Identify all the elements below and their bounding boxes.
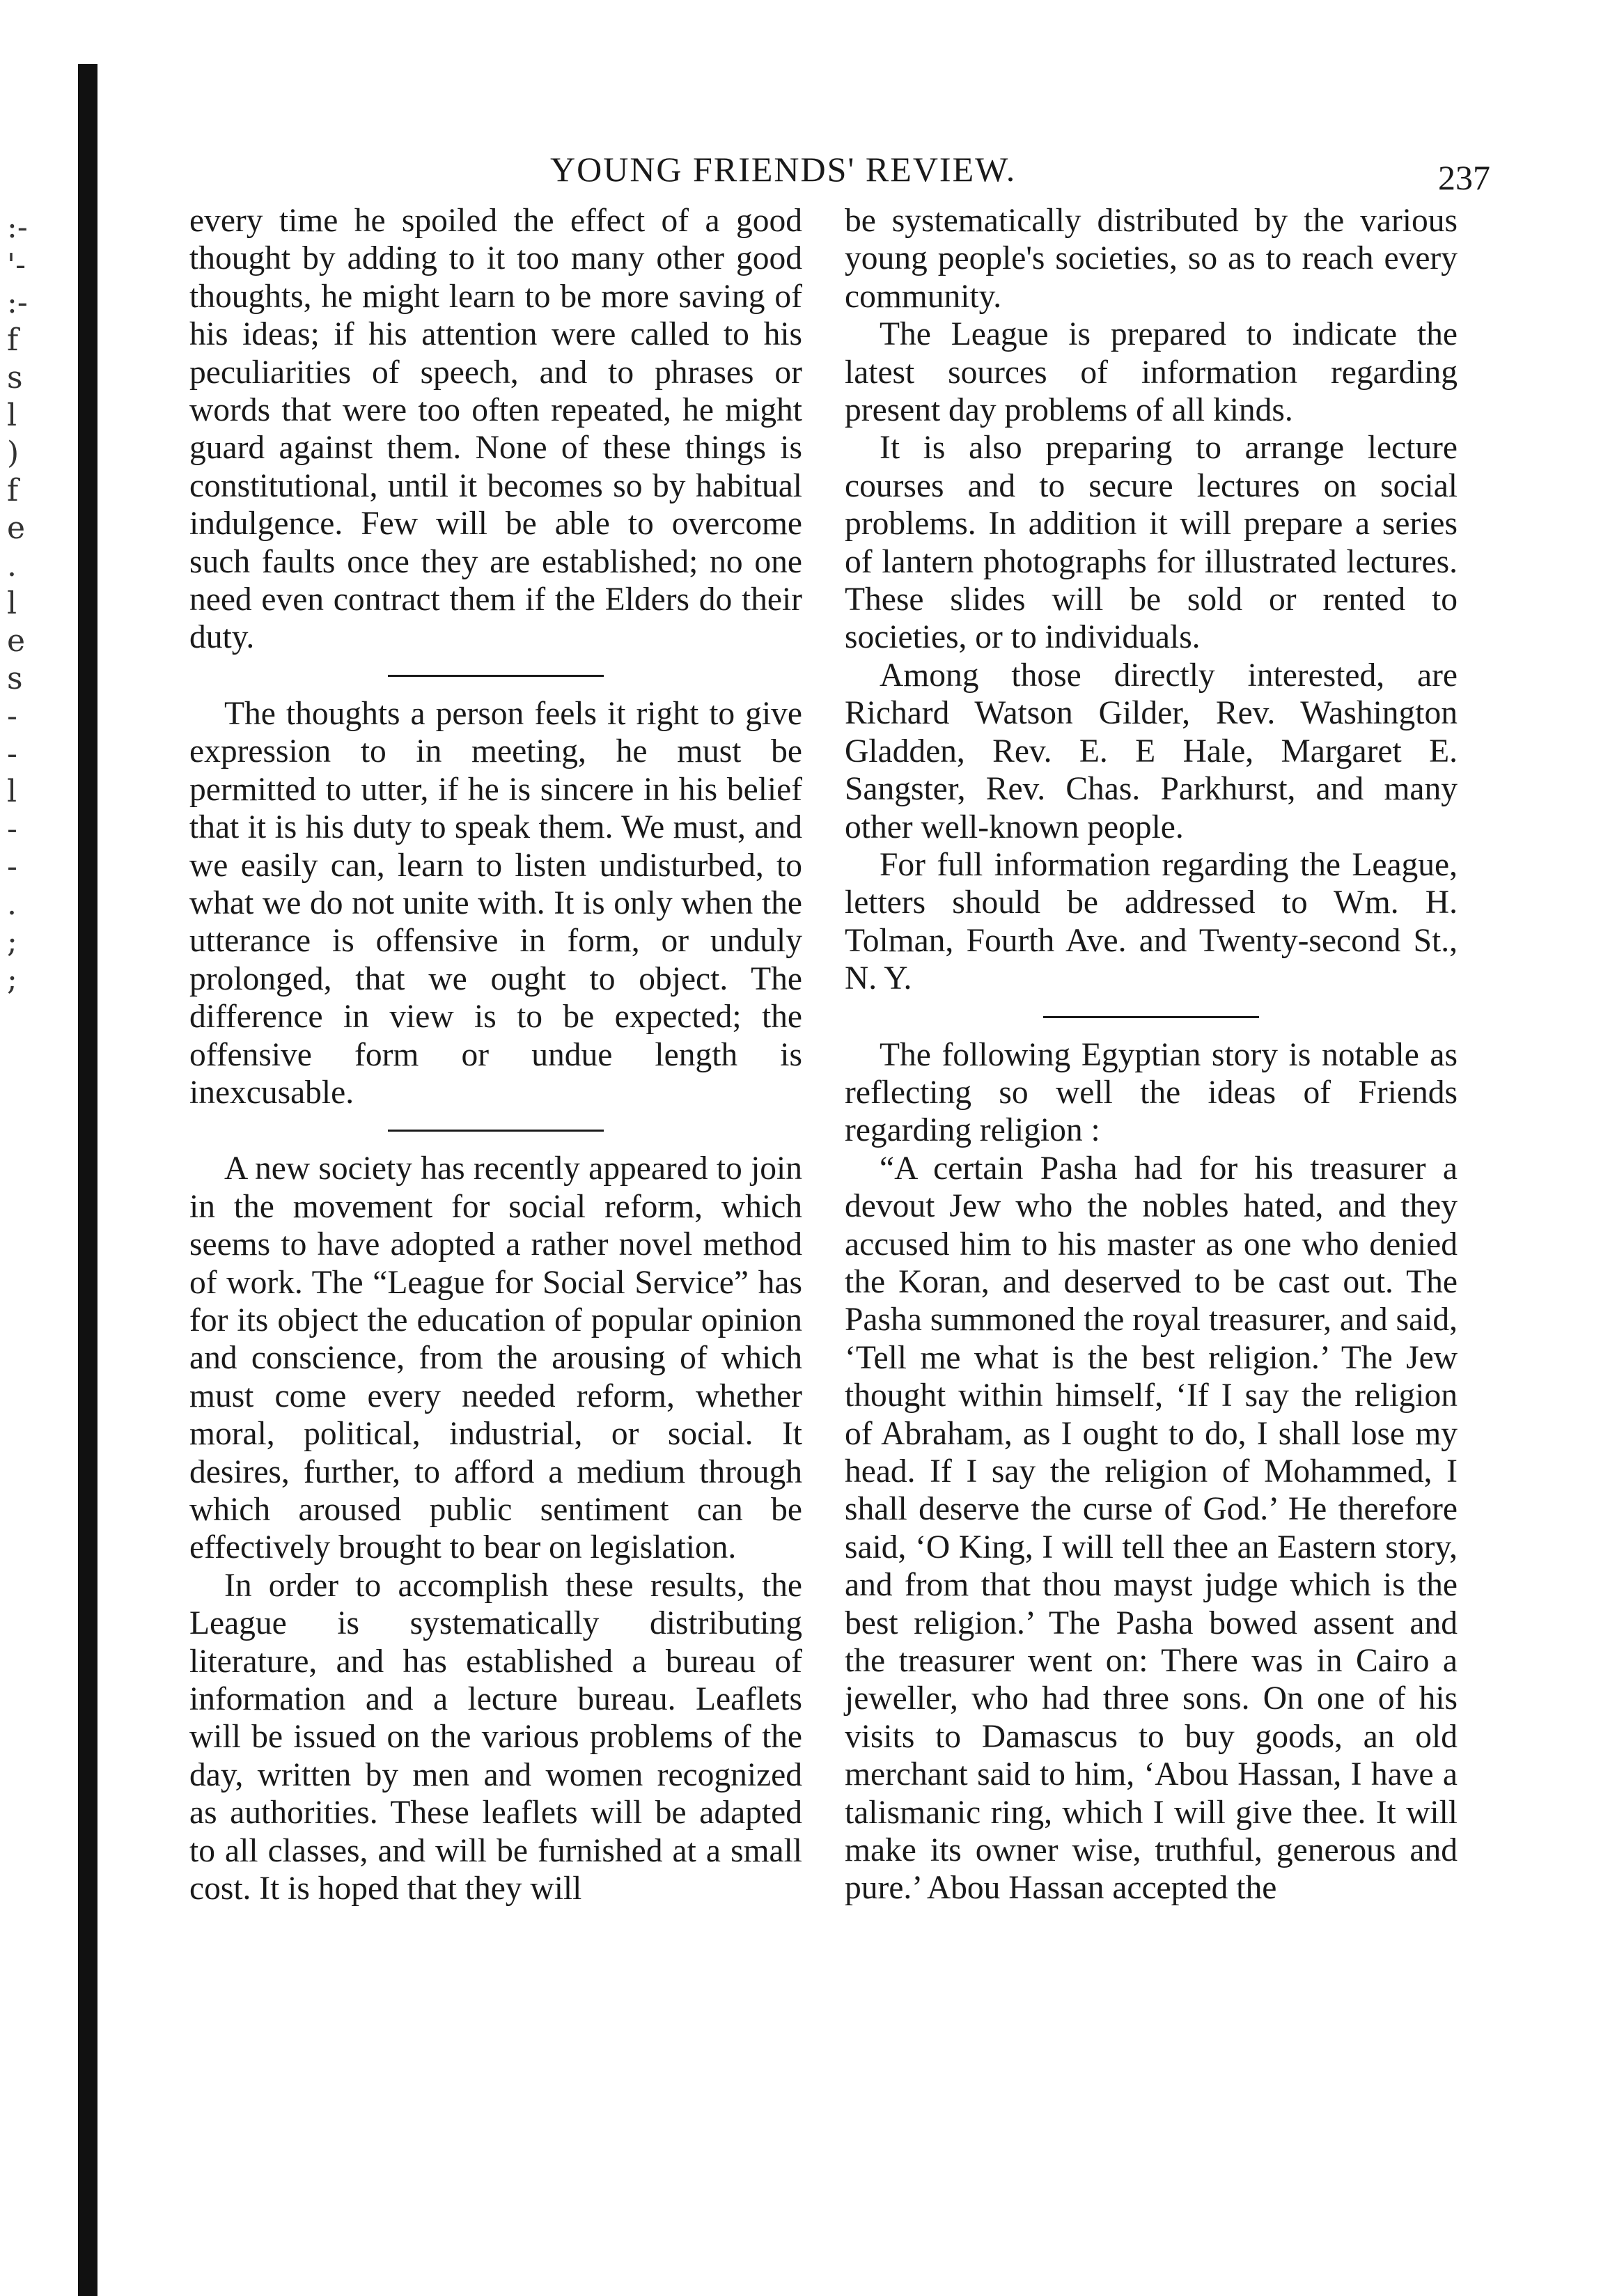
margin-fragment: l — [7, 398, 17, 433]
margin-fragment: :- — [7, 210, 28, 245]
section-divider — [1043, 1016, 1259, 1018]
margin-fragment: s — [7, 360, 23, 396]
margin-fragment: '- — [7, 247, 26, 283]
section-divider — [388, 675, 604, 677]
margin-fragment: - — [7, 849, 17, 884]
margin-fragment: s — [7, 661, 23, 696]
paragraph: The thoughts a person feels it right to give expression to in meeting, he must be permitted to utter, if he is sincere in his belief that it is his duty to speak them. We must, and we easily can, learn to listen undisturbed, to what we do not unite with. It is only when the utterance is offensive in form, or unduly prolonged, that we ought to object. The difference in view is to be expected; the offensive form or undue length is inexcusable. — [189, 695, 802, 1111]
section-divider — [388, 1130, 604, 1132]
margin-fragment: l — [7, 586, 17, 621]
paragraph: A new society has recently appeared to join in the movement for social reform, which seems to have adopted a rather novel method of work. The “League for Social Service” has for its object the education of popular opinion and conscience, from the arousing of which must come every needed reform, whether moral, political, industrial, or social. It desires, further, to afford a medium through which aroused public sentiment can be effectively brought to bear on legislation. — [189, 1150, 802, 1566]
margin-fragment: f — [7, 473, 19, 508]
paragraph: In order to accomplish these results, the League is systematically distributing literature, and has established a bureau of information and a lecture bureau. Leaflets will be issued on the various problems of the day, written by men and women recognized as authorities. These leaflets will be adapted to all classes, and will be furnished at a small cost. It is hoped that they will — [189, 1567, 802, 1907]
margin-fragment: e — [7, 510, 26, 546]
margin-fragment: - — [7, 698, 17, 734]
right-column — [845, 202, 1458, 1907]
paragraph: be systematically distributed by the various young people's societies, so as to reach every community. — [845, 203, 1458, 315]
paragraph: It is also preparing to arrange lecture courses and to secure lectures on social problems. In addition it will prepare a series of lantern photographs for illustrated lectures. These slides will be sold or rented to societies, or to individuals. — [845, 430, 1458, 656]
paragraph: “A certain Pasha had for his treasurer a devout Jew who the nobles hated, and they accused him to his master as one who denied the Koran, and deserved to be cast out. The Pasha summoned the royal treasurer, and said, ‘Tell me what is the best religion.’ The Jew thought within himself, ‘If I say the religion of Abraham, as I ought to do, I shall lose my head. If I say the religion of Mohammed, I shall deserve the curse of God.’ He therefore said, ‘O King, I will tell thee an Eastern story, and from that thou mayst judge which is the best religion.’ The Pasha bowed assent and the treasurer went on: There was in Cairo a jeweller, who had three sons. On one of his visits to Damascus to buy goods, an old merchant said to him, ‘Abou Hassan, I have a talismanic ring, which I will give thee. It will make its owner wise, truthful, generous and pure.’ Abou Hassan accepted the — [845, 1150, 1458, 1907]
paragraph: every time he spoiled the effect of a good thought by adding to it too many other good thoughts, he might learn to be more saving of his ideas; if his attention were called to his peculiarities of speech, and to phrases or words that were too often repeated, he might guard against them. None of these things is constitutional, until it becomes so by habitual indulgence. Few will be able to overcome such faults once they are established; no one need even contract them if the Elders do their duty. — [189, 203, 802, 656]
margin-fragment: . — [7, 548, 17, 584]
paragraph: The League is prepared to indicate the latest sources of information regarding present day problems of all kinds. — [845, 316, 1458, 429]
paragraph: For full information regarding the League, letters should be addressed to Wm. H. Tolman, Fourth Ave. and Twenty-second St., N. Y. — [845, 846, 1458, 997]
page-number: 237 — [1438, 158, 1490, 197]
margin-fragment: f — [7, 322, 19, 358]
margin-bleed-fragments — [7, 209, 49, 999]
margin-fragment: - — [7, 736, 17, 772]
paragraph: Among those directly interested, are Richard Watson Gilder, Rev. Washington Gladden, Rev. E. E Hale, Margaret E. Sangster, Rev. Chas. Parkhurst, and many other well-known people. — [845, 657, 1458, 845]
page-header — [188, 149, 1490, 198]
margin-fragment: ; — [7, 924, 17, 960]
margin-fragment: ; — [7, 962, 17, 997]
margin-fragment: . — [7, 887, 17, 922]
binding-gutter-shadow — [78, 64, 97, 2296]
margin-fragment: l — [7, 774, 17, 809]
paragraph: The following Egyptian story is notable as reflecting so well the ideas of Friends regarding religion : — [845, 1036, 1458, 1149]
margin-fragment: :- — [7, 285, 28, 320]
running-title: YOUNG FRIENDS' REVIEW. — [550, 150, 1017, 189]
left-column — [189, 202, 802, 1907]
margin-fragment: ) — [7, 435, 19, 471]
margin-fragment: e — [7, 623, 26, 659]
margin-fragment: - — [7, 811, 17, 847]
